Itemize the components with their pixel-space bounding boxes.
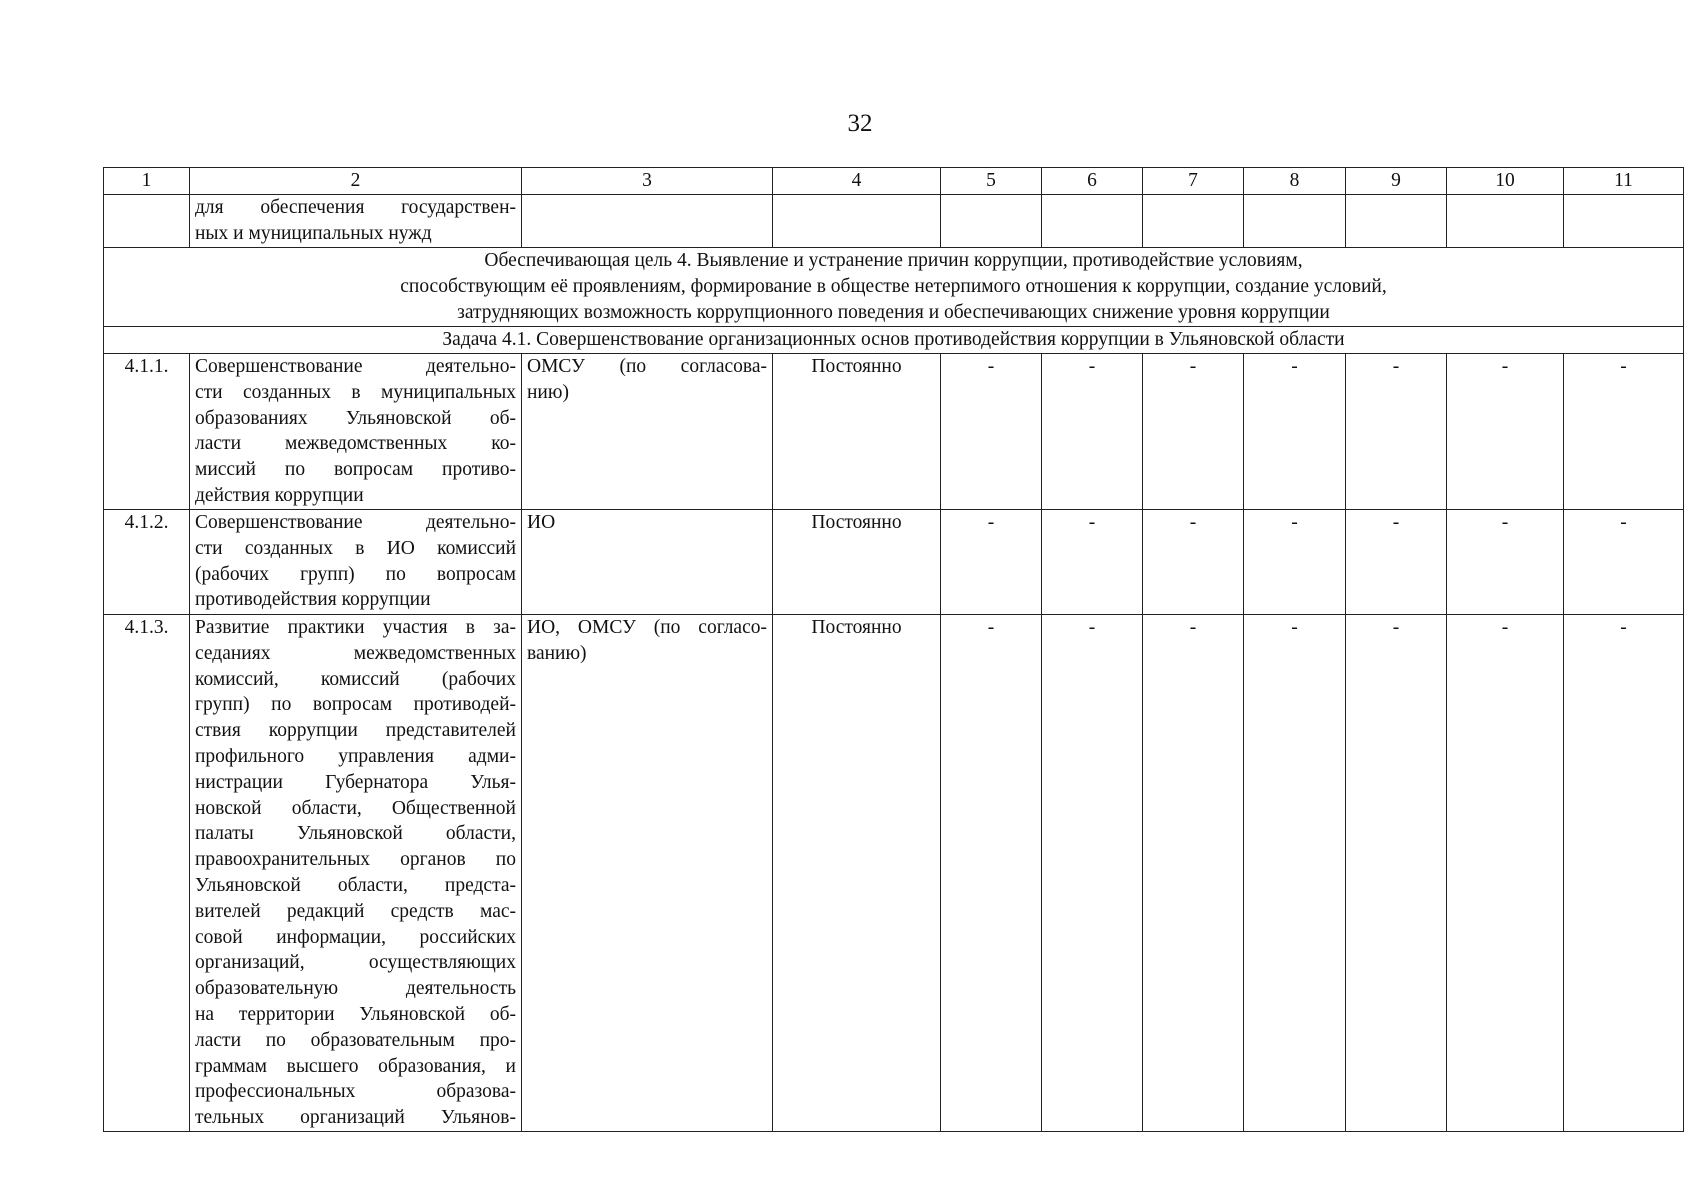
description-line: ствия коррупции представителей <box>195 720 516 742</box>
column-number: 3 <box>522 168 773 195</box>
value-cell: - <box>941 510 1042 615</box>
description-line: профессиональных образова- <box>195 1081 516 1103</box>
description-line: Развитие практики участия в за- <box>195 617 516 638</box>
description-line: Ульяновской области, предста- <box>195 874 516 896</box>
description-line: седаниях межведомственных <box>195 642 516 664</box>
column-number: 2 <box>190 168 522 195</box>
term-cell <box>773 195 941 248</box>
executor-line: ИО <box>527 512 556 533</box>
description-line: тельных организаций Ульянов- <box>195 1107 516 1129</box>
description-line: новской области, Общественной <box>195 797 516 819</box>
value-cell <box>1564 195 1684 248</box>
column-number: 9 <box>1346 168 1447 195</box>
value-cell <box>941 195 1042 248</box>
description-line: нистрации Губернатора Улья- <box>195 771 516 793</box>
executor-line: ОМСУ (по согласова- <box>527 356 767 377</box>
row-number: 4.1.1. <box>104 354 190 510</box>
column-number: 4 <box>773 168 941 195</box>
executor-cell <box>522 195 773 248</box>
value-cell: - <box>1143 354 1244 510</box>
description-line: профильного управления адми- <box>195 745 516 767</box>
description-line: Совершенствование деятельно- <box>195 356 516 377</box>
value-cell: - <box>1447 510 1564 615</box>
value-cell: - <box>1042 510 1143 615</box>
description-line: (рабочих групп) по вопросам <box>195 563 516 585</box>
value-cell: - <box>1564 615 1684 1132</box>
table-row <box>104 615 1684 1132</box>
description-line: ласти по образовательным про- <box>195 1029 516 1051</box>
description-line: сти созданных в ИО комиссий <box>195 537 516 559</box>
task-heading: Задача 4.1. Совершенствование организационных основ противодействия коррупции в Ульяновской области <box>104 327 1684 354</box>
value-cell: - <box>941 354 1042 510</box>
value-cell: - <box>1143 615 1244 1132</box>
description-line: граммам высшего образования, и <box>195 1055 516 1077</box>
executor-cell <box>522 354 773 510</box>
description-cell <box>190 195 522 248</box>
value-cell: - <box>1564 510 1684 615</box>
description-line: на территории Ульяновской об- <box>195 1003 516 1025</box>
value-cell: - <box>1244 354 1346 510</box>
description-line: для обеспечения государствен- <box>195 197 516 218</box>
goal-line: затрудняющих возможность коррупционного поведения и обеспечивающих снижение уровня коррупции <box>457 301 1330 323</box>
number-cell <box>104 195 190 248</box>
description-cell <box>190 510 522 615</box>
column-number: 6 <box>1042 168 1143 195</box>
description-line: миссий по вопросам противо- <box>195 459 516 481</box>
value-cell: - <box>1447 615 1564 1132</box>
table-row <box>104 510 1684 615</box>
value-cell: - <box>1042 354 1143 510</box>
column-number: 5 <box>941 168 1042 195</box>
row-number: 4.1.3. <box>104 615 190 1132</box>
column-number-row <box>104 168 1684 195</box>
description-cell <box>190 615 522 1132</box>
description-line: вителей редакций средств мас- <box>195 900 516 922</box>
value-cell <box>1346 195 1447 248</box>
value-cell: - <box>1143 510 1244 615</box>
description-cell <box>190 354 522 510</box>
description-line: ласти межведомственных ко- <box>195 433 516 455</box>
description-line: Совершенствование деятельно- <box>195 512 516 533</box>
value-cell: - <box>1346 615 1447 1132</box>
description-line: противодействия коррупции <box>195 589 431 611</box>
value-cell: - <box>1244 510 1346 615</box>
page-number: 32 <box>847 110 873 137</box>
description-line: действия коррупции <box>195 484 364 506</box>
value-cell <box>1042 195 1143 248</box>
value-cell: - <box>941 615 1042 1132</box>
executor-line: ИО, ОМСУ (по согласо- <box>527 617 767 638</box>
executor-cell <box>522 615 773 1132</box>
executor-line: нию) <box>527 381 569 403</box>
column-number: 11 <box>1564 168 1684 195</box>
value-cell <box>1143 195 1244 248</box>
term-cell: Постоянно <box>773 354 941 510</box>
executor-cell <box>522 510 773 615</box>
term-cell: Постоянно <box>773 510 941 615</box>
column-number: 7 <box>1143 168 1244 195</box>
goal-heading <box>104 248 1684 327</box>
value-cell: - <box>1564 354 1684 510</box>
continuation-row <box>104 195 1684 248</box>
description-line: палаты Ульяновской области, <box>195 823 516 845</box>
description-line: групп) по вопросам противодей- <box>195 694 516 716</box>
value-cell <box>1447 195 1564 248</box>
description-line: правоохранительных органов по <box>195 849 516 871</box>
goal-line: способствующим её проявлениям, формирование в обществе нетерпимого отношения к коррупции, создание условий, <box>400 275 1387 297</box>
row-number: 4.1.2. <box>104 510 190 615</box>
value-cell: - <box>1447 354 1564 510</box>
column-number: 1 <box>104 168 190 195</box>
activity-plan-table <box>103 167 1684 1132</box>
value-cell: - <box>1244 615 1346 1132</box>
goal-row <box>104 248 1684 327</box>
description-line: организаций, осуществляющих <box>195 952 516 974</box>
value-cell <box>1244 195 1346 248</box>
value-cell: - <box>1346 354 1447 510</box>
term-cell: Постоянно <box>773 615 941 1132</box>
column-number: 10 <box>1447 168 1564 195</box>
task-row <box>104 327 1684 354</box>
description-line: образовательную деятельность <box>195 978 516 1000</box>
value-cell: - <box>1346 510 1447 615</box>
executor-line: ванию) <box>527 642 587 664</box>
description-line: сти созданных в муниципальных <box>195 381 516 403</box>
description-line: комиссий, комиссий (рабочих <box>195 668 516 690</box>
description-line: образованиях Ульяновской об- <box>195 407 516 429</box>
table-row <box>104 354 1684 510</box>
description-line: ных и муниципальных нужд <box>195 222 432 244</box>
value-cell: - <box>1042 615 1143 1132</box>
goal-line: Обеспечивающая цель 4. Выявление и устранение причин коррупции, противодействие условиям, <box>484 250 1303 271</box>
description-line: совой информации, российских <box>195 926 516 948</box>
column-number: 8 <box>1244 168 1346 195</box>
